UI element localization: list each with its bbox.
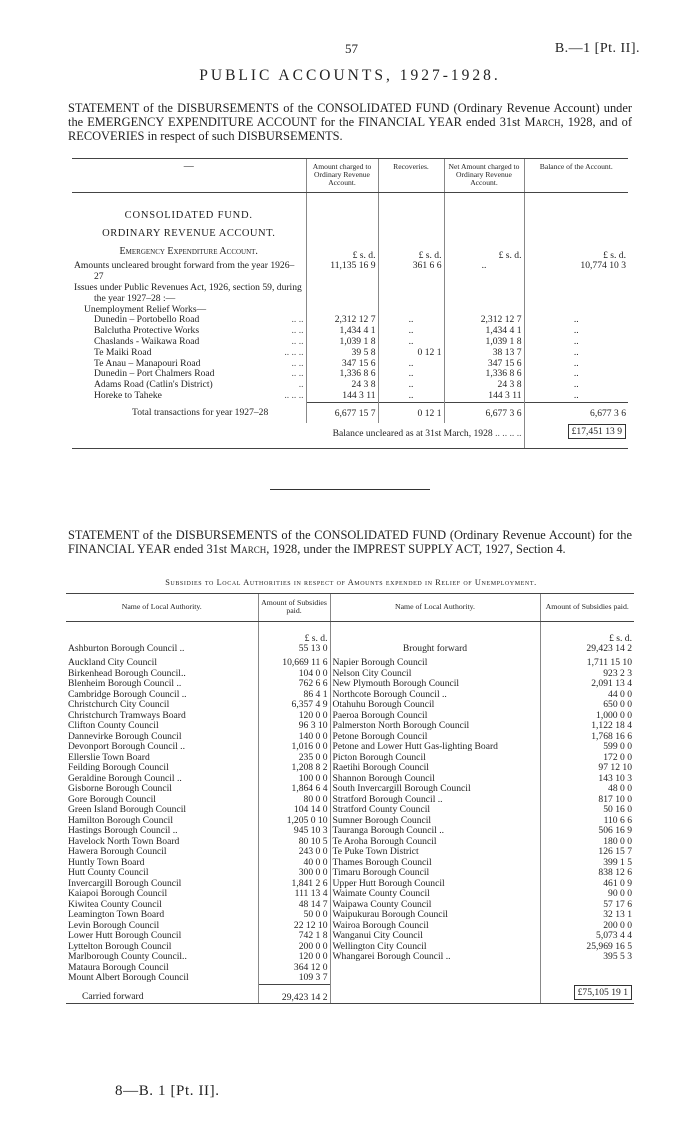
uncleared-balance: 10,774 10 3 [524, 261, 628, 283]
col-balance: Balance of the Account. [524, 159, 628, 193]
authority-name: Sumner Borough Council [330, 816, 540, 827]
authority-name: Marlborough County Council.. [68, 951, 187, 963]
subsidy-row [66, 644, 634, 658]
work-balance: .. [524, 380, 628, 391]
brought-forward-label: Brought forward [330, 644, 540, 658]
subsidy-amount: 109 3 7 [258, 973, 330, 984]
units-label: £ s. d. [524, 243, 628, 262]
subsidy-amount: 817 10 0 [540, 795, 634, 806]
subsidy-amount: 48 14 7 [258, 900, 330, 911]
col-amount-left: Amount of Subsidies paid. [258, 594, 330, 622]
work-amount: 39 5 8 [306, 348, 378, 359]
authority-name: Tauranga Borough Council .. [330, 826, 540, 837]
work-net: 144 3 11 [444, 391, 524, 402]
work-recoveries: .. [378, 326, 444, 337]
col-authority-left: Name of Local Authority. [66, 594, 258, 622]
subsidy-amount: 395 5 3 [540, 952, 634, 963]
subsidy-amount: 1,205 0 10 [258, 816, 330, 827]
subsidy-amount: 100 0 0 [258, 774, 330, 785]
subsidy-amount: 1,016 0 0 [258, 742, 330, 753]
subsidy-amount: 6,357 4 9 [258, 700, 330, 711]
empty-cell [330, 973, 540, 984]
subsidy-amount: 742 1 8 [258, 931, 330, 942]
revenue-heading: ORDINARY REVENUE ACCOUNT. [102, 227, 276, 239]
work-balance: .. [524, 315, 628, 326]
leader-dots: .. .. [291, 314, 304, 326]
authority-name: Huntly Town Board [68, 856, 145, 868]
leader-dots: .. .. .. [284, 389, 304, 401]
subsidy-amount: 1,000 0 0 [540, 711, 634, 722]
work-net: 1,434 4 1 [444, 326, 524, 337]
total-balance: 6,677 3 6 [524, 402, 628, 423]
work-amount: 144 3 11 [306, 391, 378, 402]
subsidy-amount: 838 12 6 [540, 868, 634, 879]
subsidy-amount: 506 16 9 [540, 826, 634, 837]
subsidy-amount: 235 0 0 [258, 753, 330, 764]
subsidy-amount: 2,091 13 4 [540, 679, 634, 690]
subsidy-amount: 461 0 9 [540, 879, 634, 890]
authority-name: Waipawa County Council [330, 900, 540, 911]
units-label: £ s. d. [306, 243, 378, 262]
authority-name: Feilding Borough Council [68, 762, 169, 774]
total-label: Total transactions for year 1927–28 [132, 407, 269, 419]
authority-name: Lyttelton Borough Council [68, 940, 172, 952]
empty-cell [540, 973, 634, 984]
uncleared-net: .. [444, 261, 524, 283]
work-recoveries: .. [378, 359, 444, 370]
work-name: Chaslands - Waikawa Road [94, 335, 200, 347]
work-net: 38 13 7 [444, 348, 524, 359]
page-title: PUBLIC ACCOUNTS, 1927-1928. [199, 67, 501, 84]
subsidy-amount: 364 12 0 [258, 963, 330, 974]
units-label: £ s. d. [444, 243, 524, 262]
work-balance: .. [524, 337, 628, 348]
subsidy-amount: 172 0 0 [540, 753, 634, 764]
units-label: £ s. d. [540, 621, 634, 644]
fund-heading: CONSOLIDATED FUND. [124, 209, 253, 221]
authority-name: Kaiapoi Borough Council [68, 888, 168, 900]
authority-name: Cambridge Borough Council .. [68, 688, 187, 700]
col-recoveries: Recoveries. [378, 159, 444, 193]
authority-name: Hawera Borough Council [68, 846, 167, 858]
subsidy-amount: 55 13 0 [258, 644, 330, 658]
subsidy-amount: 1,841 2 6 [258, 879, 330, 890]
subsidy-amount: 57 17 6 [540, 900, 634, 911]
authority-name: Picton Borough Council [330, 753, 540, 764]
authority-name: Waipukurau Borough Council [330, 910, 540, 921]
work-name: Dunedin – Port Chalmers Road [94, 368, 215, 380]
subsidy-amount: 40 0 0 [258, 858, 330, 869]
authority-name: Lower Hutt Borough Council [68, 930, 182, 942]
authority-name: South Invercargill Borough Council [330, 784, 540, 795]
subsidy-amount: 1,864 6 4 [258, 784, 330, 795]
authority-name: Wairoa Borough Council [330, 921, 540, 932]
authority-name: Wellington City Council [330, 942, 540, 953]
authority-name: Hastings Borough Council .. [68, 825, 178, 837]
page-footer: 8—B. 1 [Pt. II]. [115, 1083, 220, 1099]
leader-dots: .. .. [291, 368, 304, 380]
work-net: 1,336 8 6 [444, 369, 524, 380]
statement1-heading: STATEMENT of the DISBURSEMENTS of the CONSOLIDATED FUND (Ordinary Revenue Account) under the EMERGENCY EXPENDITURE ACCOUNT for the FINANCIAL YEAR ended 31st March, 1928, and of RECOVERIES in respect of such DISBURSEMENTS. [68, 101, 632, 143]
col-amount-right: Amount of Subsidies paid. [540, 594, 634, 622]
authority-name: Stratford County Council [330, 805, 540, 816]
uncleared-amount: 11,135 16 9 [306, 261, 378, 283]
subsidy-amount: 399 1 5 [540, 858, 634, 869]
subsidy-amount: 180 0 0 [540, 837, 634, 848]
authority-name: Green Island Borough Council [68, 804, 187, 816]
carried-forward-label: Carried forward [66, 984, 258, 1004]
authority-name: Napier Borough Council [330, 658, 540, 669]
authority-name: Upper Hutt Borough Council [330, 879, 540, 890]
leader-dots: .. .. [291, 325, 304, 337]
work-recoveries: .. [378, 315, 444, 326]
authority-name: Clifton County Council [68, 720, 159, 732]
total-amount: 6,677 15 7 [306, 402, 378, 423]
authority-name: Petone and Lower Hutt Gas-lighting Board [330, 742, 540, 753]
subsidy-amount: 110 6 6 [540, 816, 634, 827]
authority-name: Kiwitea County Council [68, 898, 162, 910]
work-recoveries: .. [378, 369, 444, 380]
authority-name: Nelson City Council [330, 669, 540, 680]
subsidy-amount: 80 10 5 [258, 837, 330, 848]
authority-name: Te Aroha Borough Council [330, 837, 540, 848]
authority-name: Northcote Borough Council .. [330, 690, 540, 701]
authority-name: Hutt County Council [68, 867, 149, 879]
authority-name: Geraldine Borough Council .. [68, 772, 182, 784]
balance-uncleared: £17,451 13 9 [524, 423, 628, 448]
authority-name: Stratford Borough Council .. [330, 795, 540, 806]
carried-forward-value: 29,423 14 2 [258, 984, 330, 1004]
authority-name: Levin Borough Council [68, 919, 160, 931]
work-balance: .. [524, 348, 628, 359]
subsidy-amount: 1,768 16 6 [540, 732, 634, 743]
authority-name: Otahuhu Borough Council [330, 700, 540, 711]
authority-name: Devonport Borough Council .. [68, 741, 185, 753]
leader-dots: .. [298, 379, 304, 391]
subsidy-row [66, 973, 634, 984]
relief-label: Unemployment Relief Works— [84, 303, 207, 315]
issues-label: Issues under Public Revenues Act, 1926, section 59, during the year 1927–28 :— [74, 282, 302, 304]
subsidy-amount: 5,073 4 4 [540, 931, 634, 942]
work-net: 24 3 8 [444, 380, 524, 391]
work-balance: .. [524, 326, 628, 337]
subsidy-amount: 97 12 10 [540, 763, 634, 774]
subsidy-amount: 599 0 0 [540, 742, 634, 753]
subsidy-amount: 50 16 0 [540, 805, 634, 816]
authority-name: Gore Borough Council [68, 793, 156, 805]
subsidy-amount: 923 2 3 [540, 669, 634, 680]
subsidy-amount: 22 12 10 [258, 921, 330, 932]
authority-name: Havelock North Town Board [68, 835, 180, 847]
subsidy-amount: 650 0 0 [540, 700, 634, 711]
authority-name: Raetihi Borough Council [330, 763, 540, 774]
work-amount: 2,312 12 7 [306, 315, 378, 326]
statement2-subtitle: Subsidies to Local Authorities in respect of Amounts expended in Relief of Unemployment. [165, 578, 537, 587]
work-recoveries: .. [378, 337, 444, 348]
work-name: Dunedin – Portobello Road [94, 314, 200, 326]
empty-cell [330, 963, 540, 974]
subsidy-amount: 44 0 0 [540, 690, 634, 701]
authority-name: Mount Albert Borough Council [68, 972, 189, 984]
work-amount: 1,434 4 1 [306, 326, 378, 337]
account-heading: Emergency Expenditure Account. [119, 245, 258, 257]
col-net-amount: Net Amount charged to Ordinary Revenue Account. [444, 159, 524, 193]
authority-name: Palmerston North Borough Council [330, 721, 540, 732]
work-name: Horeke to Taheke [94, 389, 162, 401]
subsidy-amount: 243 0 0 [258, 847, 330, 858]
grand-total: £75,105 19 1 [540, 984, 634, 1004]
work-amount: 347 15 6 [306, 359, 378, 370]
uncleared-recoveries: 361 6 6 [378, 261, 444, 283]
authority-name: Mataura Borough Council [68, 961, 169, 973]
work-amount: 24 3 8 [306, 380, 378, 391]
authority-name: Blenheim Borough Council .. [68, 678, 182, 690]
work-name-cell [72, 391, 306, 402]
subsidy-amount: 104 0 0 [258, 669, 330, 680]
units-label: £ s. d. [258, 621, 330, 644]
work-name: Balclutha Protective Works [94, 325, 200, 337]
section-divider [270, 489, 430, 490]
total-recoveries: 0 12 1 [378, 402, 444, 423]
leader-dots: .. .. [291, 357, 304, 369]
uncleared-label: Amounts uncleared brought forward from the year 1926–27 [74, 260, 295, 283]
subsidy-amount: 1,208 8 2 [258, 763, 330, 774]
authority-name: Shannon Borough Council [330, 774, 540, 785]
authority-name: Gisborne Borough Council [68, 783, 172, 795]
authority-name: Leamington Town Board [68, 909, 165, 921]
work-net: 2,312 12 7 [444, 315, 524, 326]
work-recoveries: .. [378, 380, 444, 391]
subsidy-amount: 126 15 7 [540, 847, 634, 858]
subsidy-amount: 1,711 15 10 [540, 658, 634, 669]
subsidy-amount: 50 0 0 [258, 910, 330, 921]
subsidy-amount: 96 3 10 [258, 721, 330, 732]
authority-name: Te Puke Town District [330, 847, 540, 858]
work-name: Te Maiki Road [94, 346, 152, 358]
page-number: 57 [345, 41, 358, 56]
subsidy-amount: 10,669 11 6 [258, 658, 330, 669]
col-description: — [72, 159, 306, 193]
subsidy-amount: 32 13 1 [540, 910, 634, 921]
authority-name: Dannevirke Borough Council [68, 730, 182, 742]
subsidy-amount: 200 0 0 [258, 942, 330, 953]
work-name: Adams Road (Catlin's District) [94, 379, 213, 391]
work-row [72, 337, 628, 348]
authority-name: Ellerslie Town Board [68, 751, 150, 763]
work-amount: 1,039 1 8 [306, 337, 378, 348]
statement2-heading: STATEMENT of the DISBURSEMENTS of the CONSOLIDATED FUND (Ordinary Revenue Account) for the FINANCIAL YEAR ended 31st March, 1928, under the IMPREST SUPPLY ACT, 1927, Section 4. [68, 528, 632, 556]
authority-name: Birkenhead Borough Council.. [68, 667, 186, 679]
authority-name: Christchurch City Council [68, 699, 170, 711]
total-net: 6,677 3 6 [444, 402, 524, 423]
authority-name: Ashburton Borough Council .. [68, 643, 185, 655]
subsidy-amount: 300 0 0 [258, 868, 330, 879]
subsidies-table [66, 593, 634, 1004]
authority-name: Auckland City Council [68, 657, 157, 669]
subsidy-amount: 143 10 3 [540, 774, 634, 785]
work-balance: .. [524, 359, 628, 370]
subsidy-amount: 762 6 6 [258, 679, 330, 690]
authority-name: Petone Borough Council [330, 732, 540, 743]
leader-dots: .. .. [291, 335, 304, 347]
authority-name: Waimate County Council [330, 889, 540, 900]
subsidy-amount: 140 0 0 [258, 732, 330, 743]
work-name: Te Anau – Manapouri Road [94, 357, 201, 369]
carried-forward-row [66, 984, 634, 1004]
col-authority-right: Name of Local Authority. [330, 594, 540, 622]
authority-name: Whangarei Borough Council .. [330, 952, 540, 963]
authority-name: Timaru Borough Council [330, 868, 540, 879]
subsidy-amount: 111 13 4 [258, 889, 330, 900]
page-reference: B.—1 [Pt. II]. [554, 41, 640, 56]
subsidy-amount: 1,122 18 4 [540, 721, 634, 732]
col-amount-charged: Amount charged to Ordinary Revenue Account. [306, 159, 378, 193]
subsidy-amount: 104 14 0 [258, 805, 330, 816]
empty-cell [540, 963, 634, 974]
work-row [72, 391, 628, 402]
authority-name: Hamilton Borough Council [68, 814, 173, 826]
subsidy-amount: 200 0 0 [540, 921, 634, 932]
subsidy-amount: 120 0 0 [258, 711, 330, 722]
leader-dots: .. .. .. [284, 346, 304, 358]
authority-name: Christchurch Tramways Board [68, 709, 186, 721]
subsidy-amount: 120 0 0 [258, 952, 330, 963]
work-recoveries: .. [378, 391, 444, 402]
authority-name: Thames Borough Council [330, 858, 540, 869]
subsidy-amount: 80 0 0 [258, 795, 330, 806]
subsidy-amount: 945 10 3 [258, 826, 330, 837]
work-amount: 1,336 8 6 [306, 369, 378, 380]
authority-name: New Plymouth Borough Council [330, 679, 540, 690]
brought-forward-value: 29,423 14 2 [540, 644, 634, 658]
work-net: 1,039 1 8 [444, 337, 524, 348]
subsidy-amount: 48 0 0 [540, 784, 634, 795]
authority-name: Paeroa Borough Council [330, 711, 540, 722]
work-balance: .. [524, 369, 628, 380]
balance-row: Balance uncleared as at 31st March, 1928 .. .. .. .. [72, 423, 524, 448]
subsidy-amount: 25,969 16 5 [540, 942, 634, 953]
authority-name: Wanganui City Council [330, 931, 540, 942]
units-label: £ s. d. [378, 243, 444, 262]
work-balance: .. [524, 391, 628, 402]
emergency-expenditure-table [72, 158, 628, 449]
work-recoveries: 0 12 1 [378, 348, 444, 359]
subsidy-amount: 90 0 0 [540, 889, 634, 900]
subsidy-amount: 86 4 1 [258, 690, 330, 701]
authority-name: Invercargill Borough Council [68, 877, 182, 889]
work-net: 347 15 6 [444, 359, 524, 370]
